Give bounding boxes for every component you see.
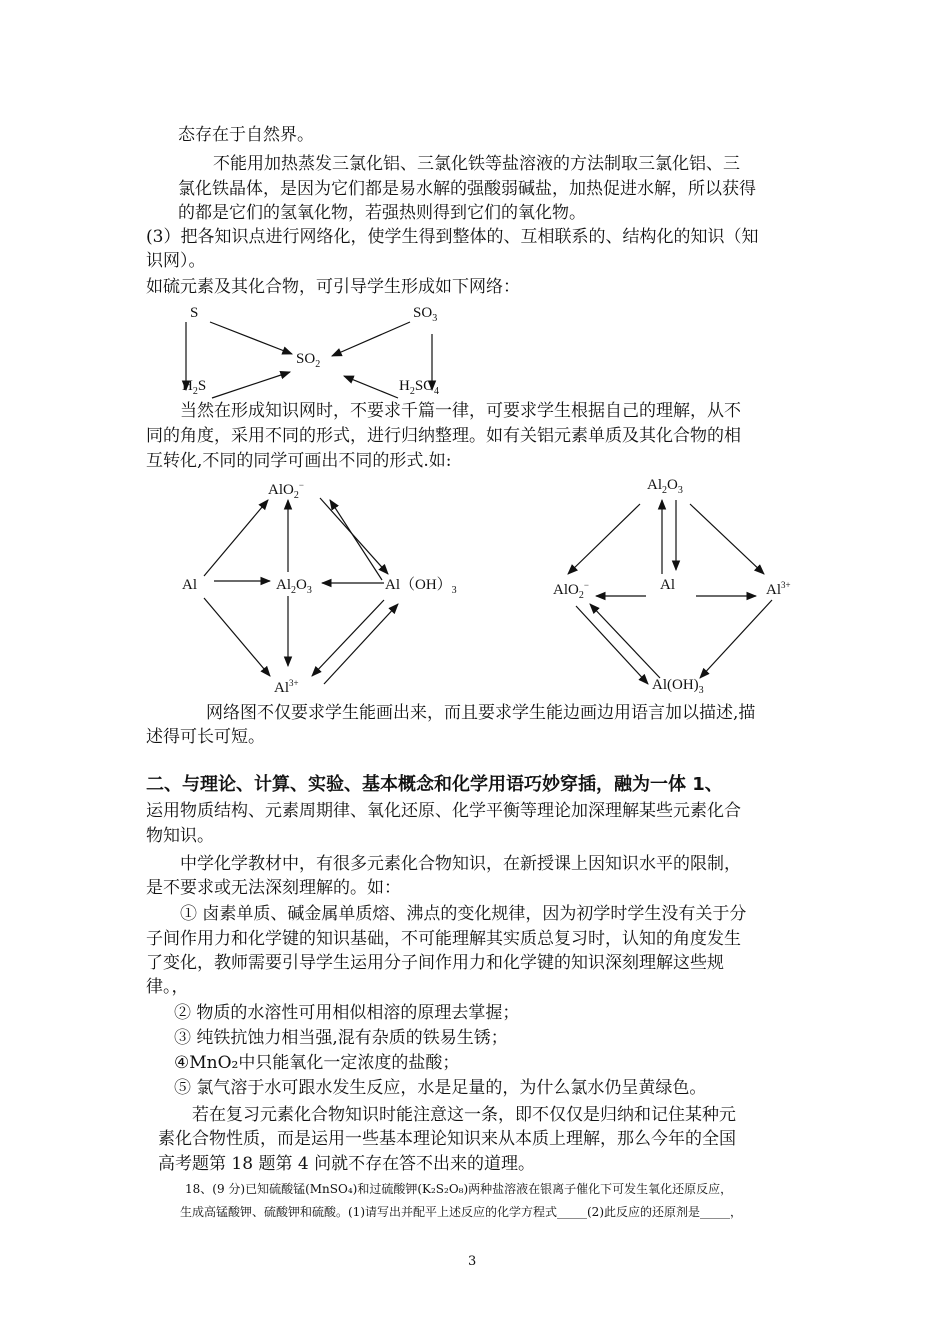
text-line: 同的角度，采用不同的形式，进行归纳整理。如有关铝元素单质及其化合物的相: [146, 426, 741, 446]
al-left-Al3: $Al^{3+}$: [274, 678, 299, 696]
text-line: 的都是它们的氢氧化物，若强热则得到它们的氧化物。: [178, 203, 586, 223]
al-right-Al2O3: $Al_2O_3$: [647, 477, 683, 496]
arrow-Al3-AlOH3-right: [700, 600, 772, 678]
page-number: 3: [468, 1254, 477, 1269]
text-line: 运用物质结构、元素周期律、氧化还原、化学平衡等理论加深理解某些元素化合: [146, 801, 741, 821]
arrow-H2S-SO2: [212, 372, 290, 398]
arrow-S-SO2: [210, 322, 292, 354]
text-line: 不能用加热蒸发三氯化铝、三氯化铁等盐溶液的方法制取三氯化铝、三: [213, 154, 740, 174]
sulfur-H2S: $H_2S$: [182, 378, 207, 397]
al-left-Al2O3: $Al_2O_3$: [276, 577, 312, 596]
arrow-Al2O3-AlO2-right: [568, 504, 640, 574]
text-line: 当然在形成知识网时，不要求千篇一律，可要求学生根据自己的理解，从不: [180, 401, 741, 421]
text-line: 中学化学教材中，有很多元素化合物知识，在新授课上因知识水平的限制，: [180, 854, 741, 874]
list-item: ③ 纯铁抗蚀力相当强,混有杂质的铁易生锈；: [174, 1028, 508, 1048]
text-line: 氯化铁晶体，是因为它们都是易水解的强酸弱碱盐，加热促进水解，所以获得: [178, 179, 756, 199]
arrow-AlOH3-AlO2-right: [590, 604, 660, 678]
sulfur-SO3: $SO_3$: [413, 305, 438, 324]
al-left-Al: Al: [182, 577, 197, 593]
section-heading: 二、与理论、计算、实验、基本概念和化学用语巧妙穿插，融为一体 1、: [146, 774, 723, 795]
arrow-Al3-AlOH3: [324, 604, 398, 684]
text-line: 是不要求或无法深刻理解的。如：: [146, 878, 401, 898]
list-item: ② 物质的水溶性可用相似相溶的原理去掌握；: [174, 1003, 520, 1023]
list-item: ④MnO₂中只能氧化一定浓度的盐酸；: [174, 1053, 460, 1073]
al-right-Al3: $Al^{3+}$: [766, 580, 791, 598]
al-left-AlO2: AlO$_2$−: [268, 480, 304, 501]
text-line: 网络图不仅要求学生能画出来，而且要求学生能边画边用语言加以描述,描: [206, 703, 756, 723]
sulfur-H2SO4: $H_2SO_4$: [399, 378, 440, 397]
text-line: 若在复习元素化合物知识时能注意这一条，即不仅仅是归纳和记住某种元: [192, 1105, 736, 1125]
arrow-Al-AlO2: [204, 500, 268, 576]
text-line: 识网）。: [146, 251, 206, 271]
al-right-AlO2: AlO$_2$−: [553, 580, 589, 601]
sulfur-SO2: $SO_2$: [296, 351, 321, 370]
text-line: 如硫元素及其化合物，可引导学生形成如下网络：: [146, 277, 520, 297]
arrow-AlOH3-Al3: [312, 600, 384, 676]
al-left-AlOH3: $Al(OH)_3$: [385, 577, 457, 596]
text-line: 素化合物性质，而是运用一些基本理论知识来从本质上理解，那么今年的全国: [158, 1129, 736, 1149]
text-line: 互转化,不同的同学可画出不同的形式.如:: [146, 451, 452, 471]
arrow-Al-Al3: [204, 598, 270, 676]
list-item: 子间作用力和化学键的知识基础，不可能理解其实质总复习时，认知的角度发生: [146, 929, 741, 949]
arrow-AlOH3-AlO2: [330, 500, 382, 580]
text-line: 物知识。: [146, 826, 214, 846]
text-line: (3）把各知识点进行网络化，使学生得到整体的、互相联系的、结构化的知识（知: [146, 227, 759, 247]
al-right-AlOH3: $Al(OH)_3$: [652, 677, 704, 696]
exam-question-line: 18、(9 分)已知硫酸锰(MnSO₄)和过硫酸钾(K₂S₂O₈)两种盐溶液在银离子催化下可发生氧化还原反应，: [185, 1182, 733, 1196]
arrow-H2SO4-SO2: [344, 376, 398, 398]
text-line: 述得可长可短。: [146, 727, 265, 747]
arrow-SO3-SO2: [332, 322, 410, 356]
list-item: 了变化，教师需要引导学生运用分子间作用力和化学键的知识深刻理解这些规: [146, 953, 724, 973]
list-item: ⑤ 氯气溶于水可跟水发生反应，水是足量的，为什么氯水仍呈黄绿色。: [174, 1078, 707, 1098]
sulfur-S: S: [190, 305, 199, 321]
text-line: 高考题第 18 题第 4 问就不存在答不出来的道理。: [158, 1154, 536, 1174]
list-item: 律。，: [146, 977, 189, 997]
arrow-Al2O3-Al3-right: [690, 504, 764, 574]
text-line: 态存在于自然界。: [178, 125, 314, 145]
al-right-Al: Al: [660, 577, 675, 593]
arrow-AlO2-AlOH3-right: [576, 606, 648, 684]
exam-question-line: 生成高锰酸钾、硫酸钾和硫酸。(1)请写出并配平上述反应的化学方程式_____(2)此反应的还原剂是_____，: [180, 1205, 742, 1219]
list-item: ① 卤素单质、碱金属单质熔、沸点的变化规律，因为初学时学生没有关于分: [180, 904, 747, 924]
